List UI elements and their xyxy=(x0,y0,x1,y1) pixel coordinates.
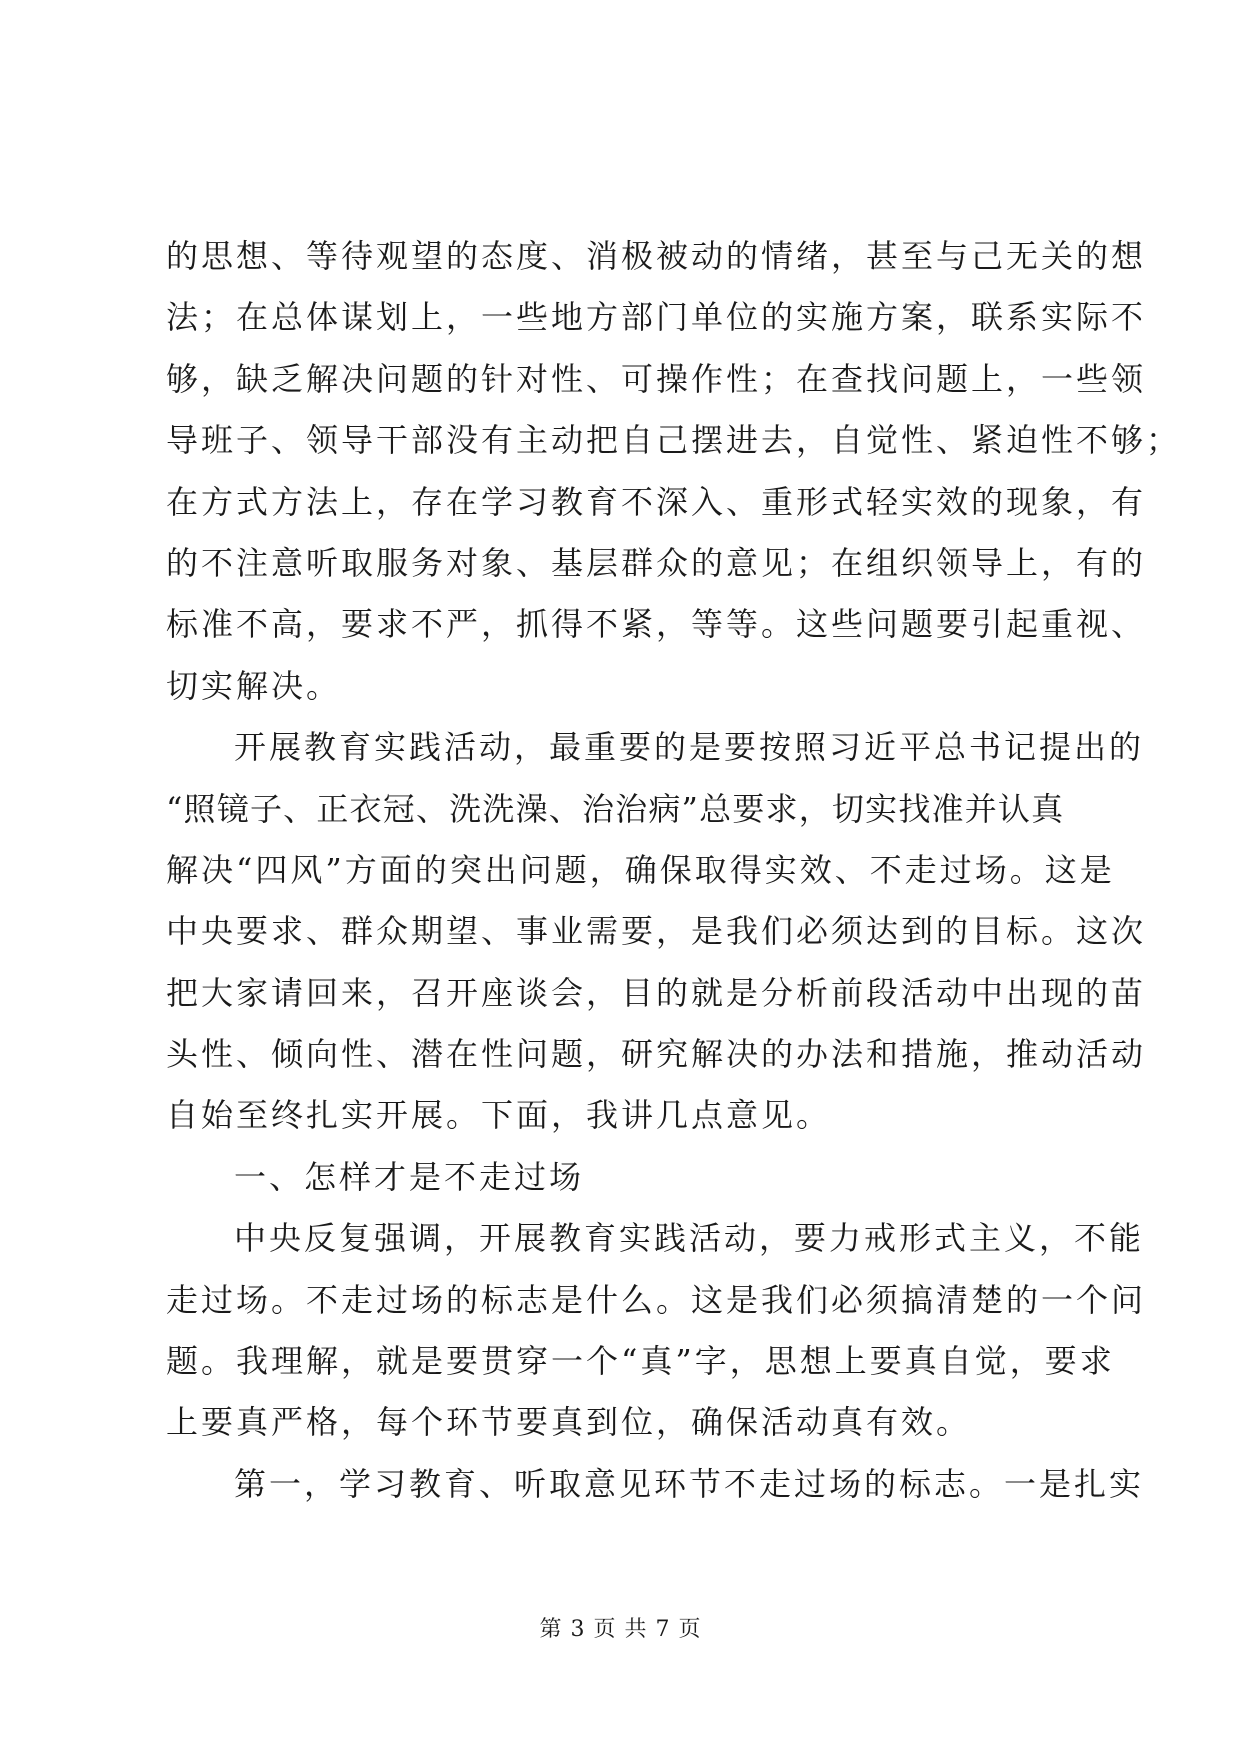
text-line: 的思想、等待观望的态度、消极被动的情绪，甚至与己无关的想 xyxy=(166,237,1147,275)
text-line: 法；在总体谋划上，一些地方部门单位的实施方案，联系实际不 xyxy=(166,298,1147,337)
text-line: “照镜子、正衣冠、洗洗澡、治治病”总要求，切实找准并认真 xyxy=(166,789,1065,828)
text-line: 在方式方法上，存在学习教育不深入、重形式轻实效的现象，有 xyxy=(166,482,1147,521)
text-line: 上要真严格，每个环节要真到位，确保活动真有效。 xyxy=(166,1403,972,1442)
text-line: 够，缺乏解决问题的针对性、可操作性；在查找问题上，一些领 xyxy=(166,359,1147,398)
text-line: 导班子、领导干部没有主动把自己摆进去，自觉性、紧迫性不够； xyxy=(166,421,1182,460)
document-body xyxy=(166,226,1182,1515)
text-line: 头性、倾向性、潜在性问题，研究解决的办法和措施，推动活动 xyxy=(166,1035,1147,1074)
text-line: 标准不高，要求不严，抓得不紧，等等。这些问题要引起重视、 xyxy=(166,605,1147,644)
text-line: 题。我理解，就是要贯穿一个“真”字，思想上要真自觉，要求 xyxy=(166,1342,1115,1381)
text-line: 切实解决。 xyxy=(166,666,342,705)
paragraph-start-line: 中央反复强调，开展教育实践活动，要力戒形式主义，不能 xyxy=(234,1219,1145,1258)
text-line: 自始至终扎实开展。下面，我讲几点意见。 xyxy=(166,1096,832,1135)
text-line: 解决“四风”方面的突出问题，确保取得实效、不走过场。这是 xyxy=(166,850,1115,889)
text-line: 的不注意听取服务对象、基层群众的意见；在组织领导上，有的 xyxy=(166,543,1147,582)
text-line: 把大家请回来，召开座谈会，目的就是分析前段活动中出现的苗 xyxy=(166,973,1147,1012)
text-line: 走过场。不走过场的标志是什么。这是我们必须搞清楚的一个问 xyxy=(166,1280,1147,1319)
page-number-footer: 第 3 页 共 7 页 xyxy=(539,1617,702,1642)
text-line: 中央要求、群众期望、事业需要，是我们必须达到的目标。这次 xyxy=(166,912,1147,951)
section-heading: 一、怎样才是不走过场 xyxy=(234,1157,585,1196)
paragraph-start-line: 开展教育实践活动，最重要的是要按照习近平总书记提出的 xyxy=(234,728,1145,767)
paragraph-start-line: 第一，学习教育、听取意见环节不走过场的标志。一是扎实 xyxy=(234,1464,1145,1503)
